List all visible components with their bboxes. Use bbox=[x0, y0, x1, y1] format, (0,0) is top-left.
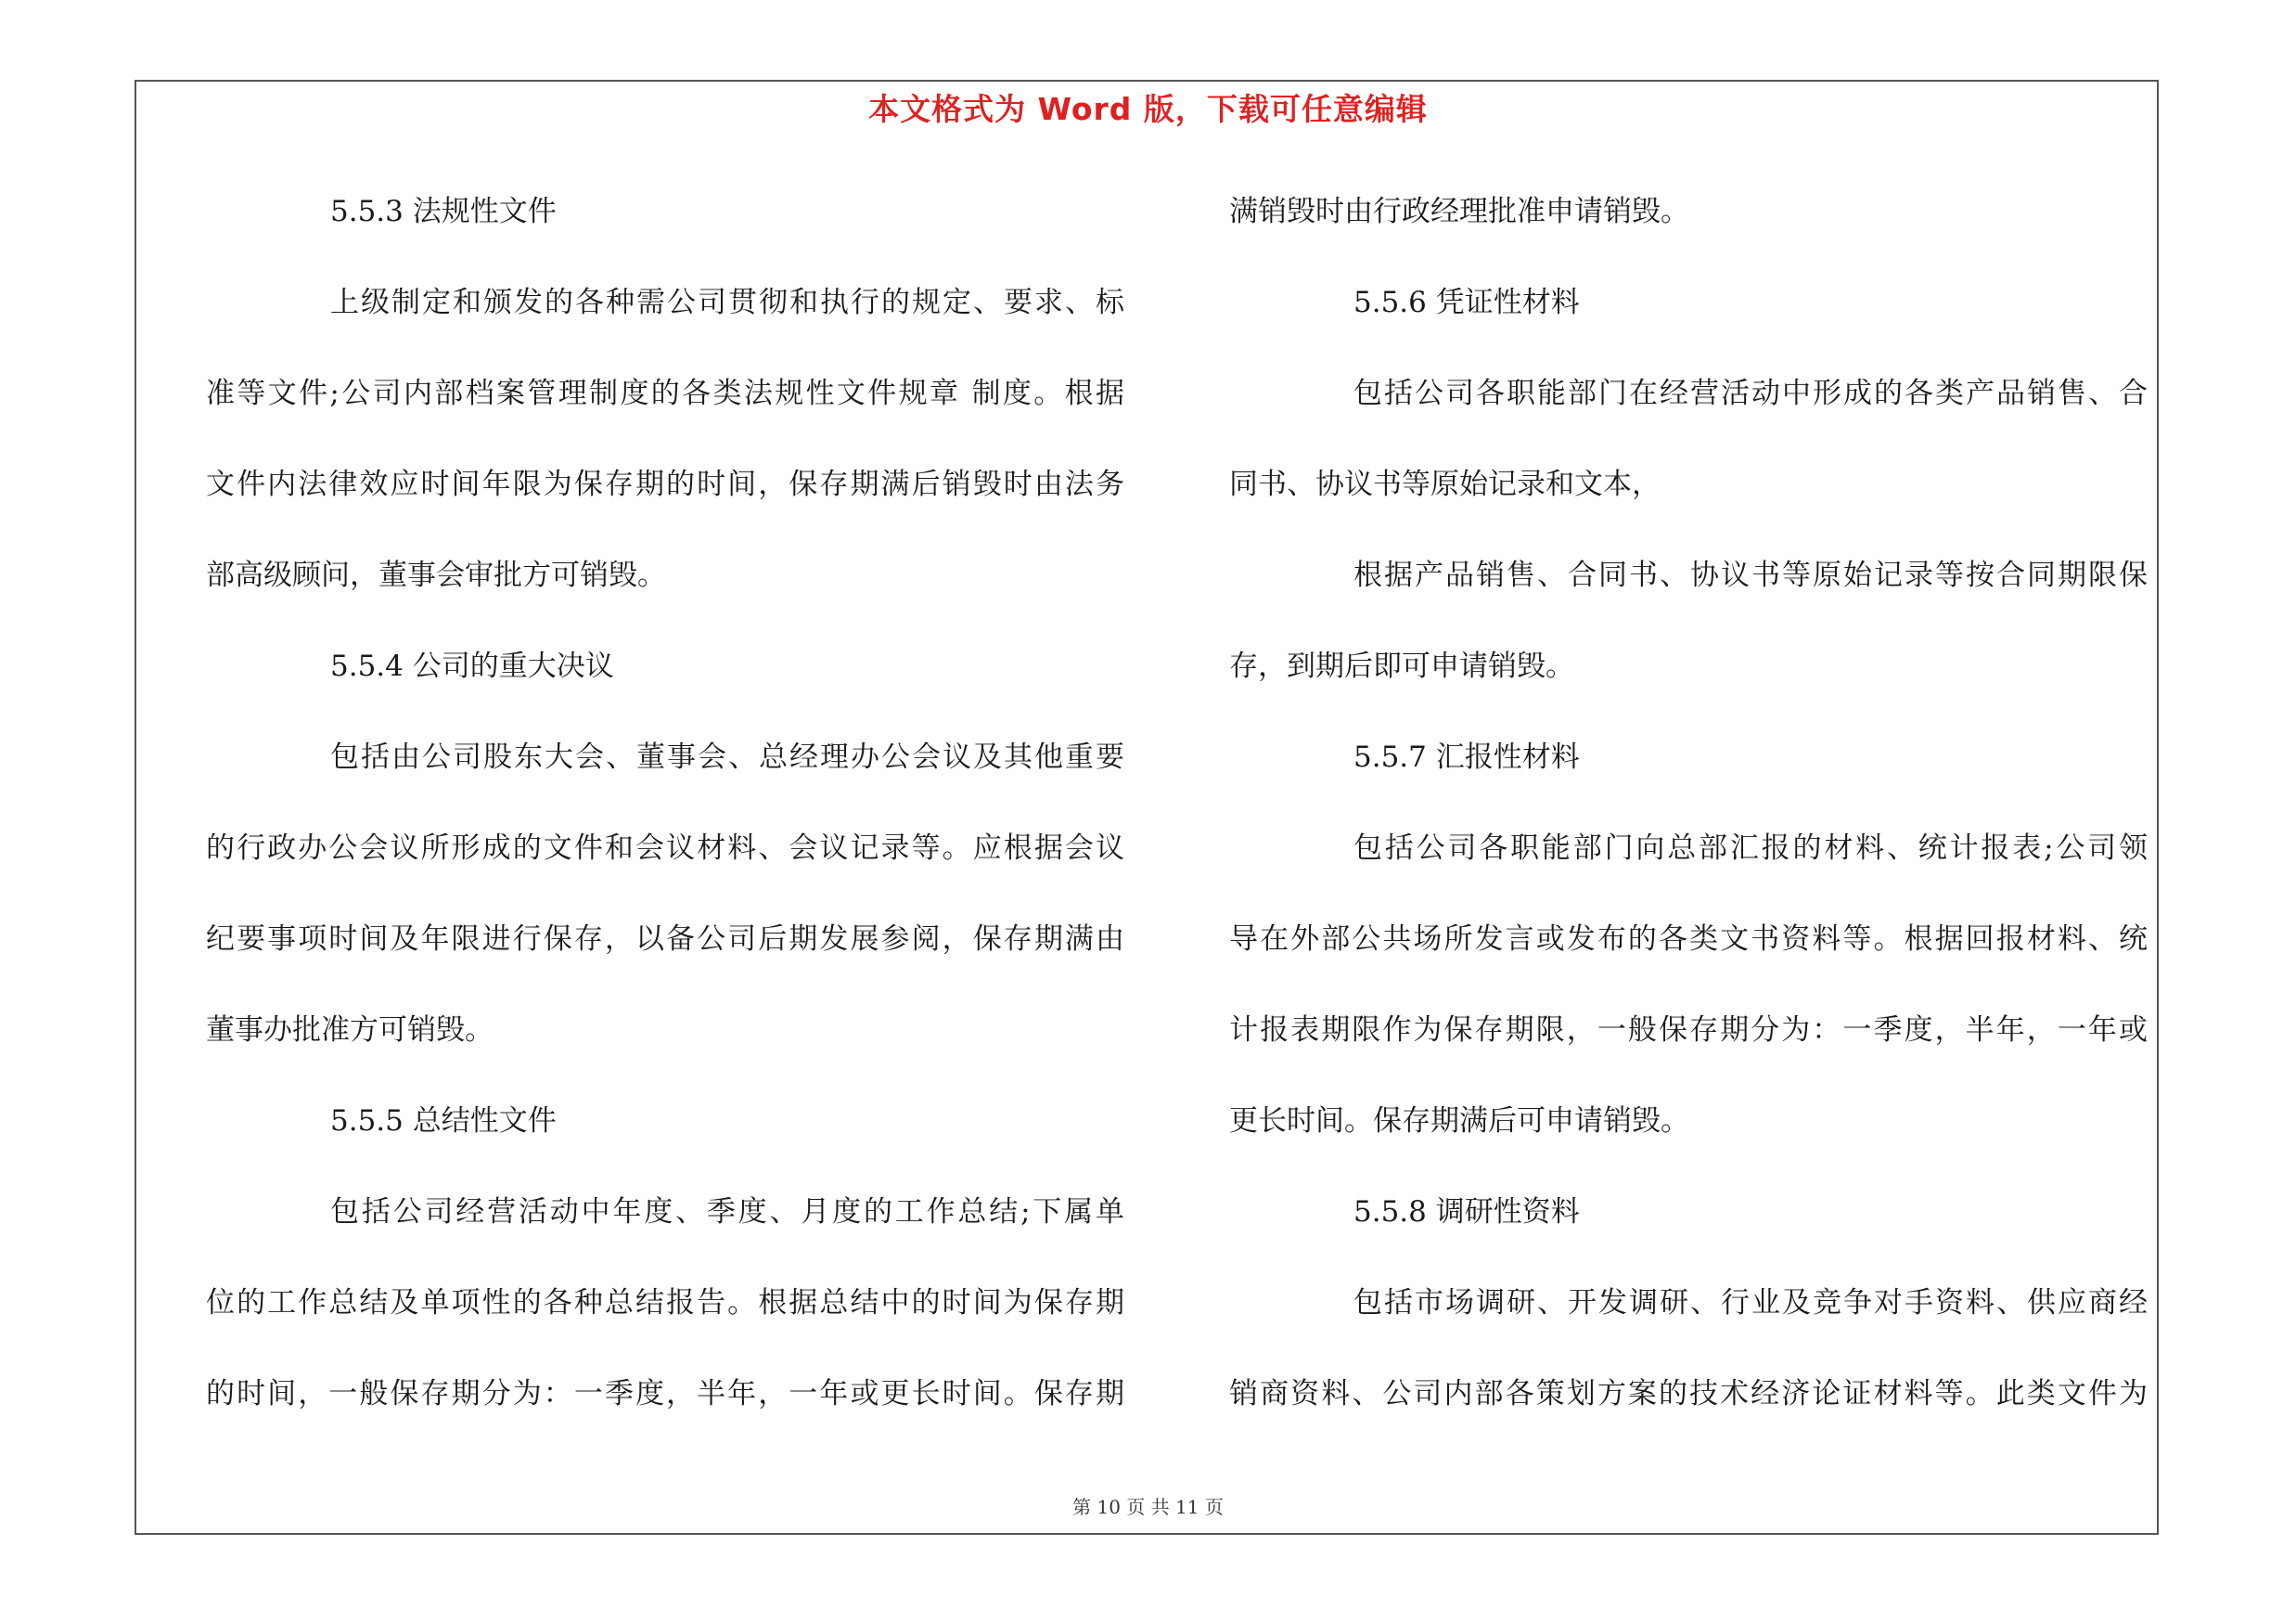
text-line: 董事办批准方可销毁。 bbox=[206, 1013, 494, 1047]
text-line: 包括市场调研、开发调研、行业及竞争对手资料、供应商经 bbox=[1353, 1286, 2148, 1320]
text-line: 包括公司经营活动中年度、季度、月度的工作总结;下属单 bbox=[330, 1195, 1124, 1229]
section-heading: 5.5.7 汇报性材料 bbox=[1353, 741, 1580, 774]
text-line: 存，到期后即可申请销毁。 bbox=[1229, 650, 1574, 683]
text-line: 位的工作总结及单项性的各种总结报告。根据总结中的时间为保存期 bbox=[206, 1286, 1124, 1320]
text-line: 满销毁时由行政经理批准申请销毁。 bbox=[1229, 195, 1689, 228]
text-line: 导在外部公共场所发言或发布的各类文书资料等。根据回报材料、统 bbox=[1229, 922, 2148, 956]
section-heading: 5.5.3 法规性文件 bbox=[330, 195, 557, 228]
section-heading: 5.5.4 公司的重大决议 bbox=[330, 650, 614, 683]
text-line: 根据产品销售、合同书、协议书等原始记录等按合同期限保 bbox=[1353, 559, 2148, 592]
text-line: 准等文件;公司内部档案管理制度的各类法规性文件规章 制度。根据 bbox=[206, 377, 1124, 410]
text-line: 的行政办公会议所形成的文件和会议材料、会议记录等。应根据会议 bbox=[206, 831, 1124, 865]
text-line: 包括由公司股东大会、董事会、总经理办公会议及其他重要 bbox=[330, 741, 1124, 774]
section-heading: 5.5.5 总结性文件 bbox=[330, 1104, 557, 1138]
format-notice-banner: 本文格式为 Word 版，下载可任意编辑 bbox=[868, 91, 1428, 127]
text-line: 包括公司各职能部门向总部汇报的材料、统计报表;公司领 bbox=[1353, 831, 2148, 865]
text-line: 同书、协议书等原始记录和文本， bbox=[1229, 468, 1661, 501]
text-line: 上级制定和颁发的各种需公司贯彻和执行的规定、要求、标 bbox=[330, 286, 1124, 319]
text-line: 包括公司各职能部门在经营活动中形成的各类产品销售、合 bbox=[1353, 377, 2148, 410]
section-heading: 5.5.6 凭证性材料 bbox=[1353, 286, 1580, 319]
text-line: 销商资料、公司内部各策划方案的技术经济论证材料等。此类文件为 bbox=[1229, 1377, 2148, 1410]
text-line: 的时间，一般保存期分为：一季度，半年，一年或更长时间。保存期 bbox=[206, 1377, 1124, 1410]
text-line: 计报表期限作为保存期限，一般保存期分为：一季度，半年，一年或 bbox=[1229, 1013, 2148, 1047]
text-line: 纪要事项时间及年限进行保存，以备公司后期发展参阅，保存期满由 bbox=[206, 922, 1124, 956]
left-text-column bbox=[206, 182, 1124, 1455]
section-heading: 5.5.8 调研性资料 bbox=[1353, 1195, 1580, 1229]
text-line: 文件内法律效应时间年限为保存期的时间，保存期满后销毁时由法务 bbox=[206, 468, 1124, 501]
page-number-footer: 第 10 页 共 11 页 bbox=[1072, 1496, 1224, 1518]
text-line: 部高级顾问，董事会审批方可销毁。 bbox=[206, 559, 666, 592]
right-text-column bbox=[1229, 182, 2148, 1455]
text-line: 更长时间。保存期满后可申请销毁。 bbox=[1229, 1104, 1689, 1138]
